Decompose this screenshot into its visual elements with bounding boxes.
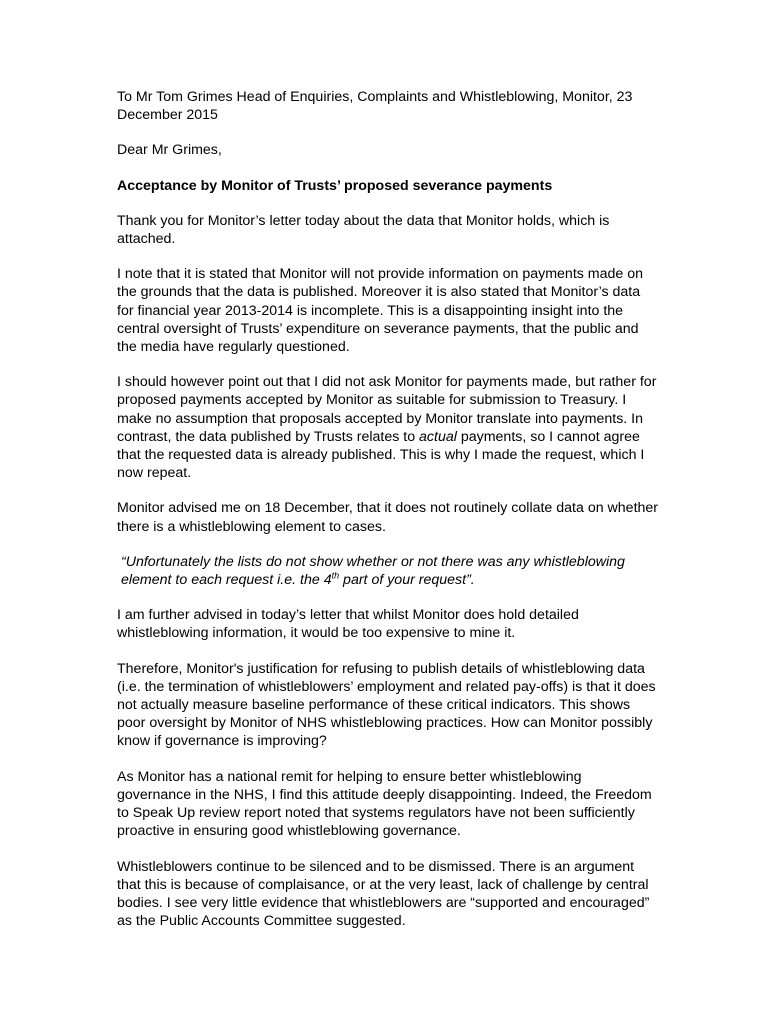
paragraph-3-emphasis: actual	[419, 428, 457, 445]
paragraph-1: Thank you for Monitor’s letter today about the data that Monitor holds, which is attached.	[117, 212, 610, 248]
paragraph-3-text-b: payments, so I cannot agree that the requested data is already published. This is why I made the request, which I now repeat.	[117, 428, 645, 482]
paragraph-3-text-a: I should however point out that I did not ask Monitor for payments made, but rather for proposed payments accepted by Monitor as suitable for submission to Treasury. I make no assumption that proposals accepted by Monitor translate into payments. In contrast, the data published by Trusts relates to	[117, 374, 657, 445]
paragraph-6: Therefore, Monitor's justification for refusing to publish details of whistleblowing data (i.e. the termination of whistleblowers’ employment and related pay-offs) is that it does not actually measure baseline performance of these critical indicators. This shows poor oversight by Monitor of NHS whistleblowing practices. How can Monitor possibly know if governance is improving?	[117, 660, 656, 750]
paragraph-8: Whistleblowers continue to be silenced and to be dismissed. There is an argument that this is because of complaisance, or at the very least, lack of challenge by central bodies. I see very little evidence that whistleblowers are “supported and encouraged” as the Public Accounts Committee suggested.	[117, 858, 650, 930]
address-line: To Mr Tom Grimes Head of Enquiries, Complaints and Whistleblowing, Monitor, 23 December 2015	[117, 89, 633, 124]
letter-subject: Acceptance by Monitor of Trusts’ proposed severance payments	[117, 177, 553, 194]
quote-text-a: “Unfortunately the lists do not show whether or not there was any whistleblowing element to each request i.e. the 4	[121, 553, 625, 589]
quoted-passage	[117, 553, 658, 589]
salutation: Dear Mr Grimes,	[117, 142, 222, 159]
quote-text-b: part of your request”.	[339, 572, 475, 589]
paragraph-2: I note that it is stated that Monitor will not provide information on payments made on the grounds that the data is published. Moreover it is also stated that Monitor’s data for financial year 2013-2014 is incomplete. This is a disappointing insight into the central oversight of Trusts’ expenditure on severance payments, that the public and the media have regularly questioned.	[117, 266, 644, 356]
paragraph-7: As Monitor has a national remit for helping to ensure better whistleblowing governance in the NHS, I find this attitude deeply disappointing. Indeed, the Freedom to Speak Up review report noted that systems regulators have not been sufficiently proactive in ensuring good whistleblowing governance.	[117, 768, 652, 840]
quote-superscript: th	[331, 570, 340, 581]
paragraph-4: Monitor advised me on 18 December, that it does not routinely collate data on whether there is a whistleblowing element to cases.	[117, 500, 659, 535]
paragraph-3	[117, 373, 658, 482]
paragraph-5: I am further advised in today’s letter that whilst Monitor does hold detailed whistleblowing information, it would be too expensive to mine it.	[117, 607, 579, 642]
